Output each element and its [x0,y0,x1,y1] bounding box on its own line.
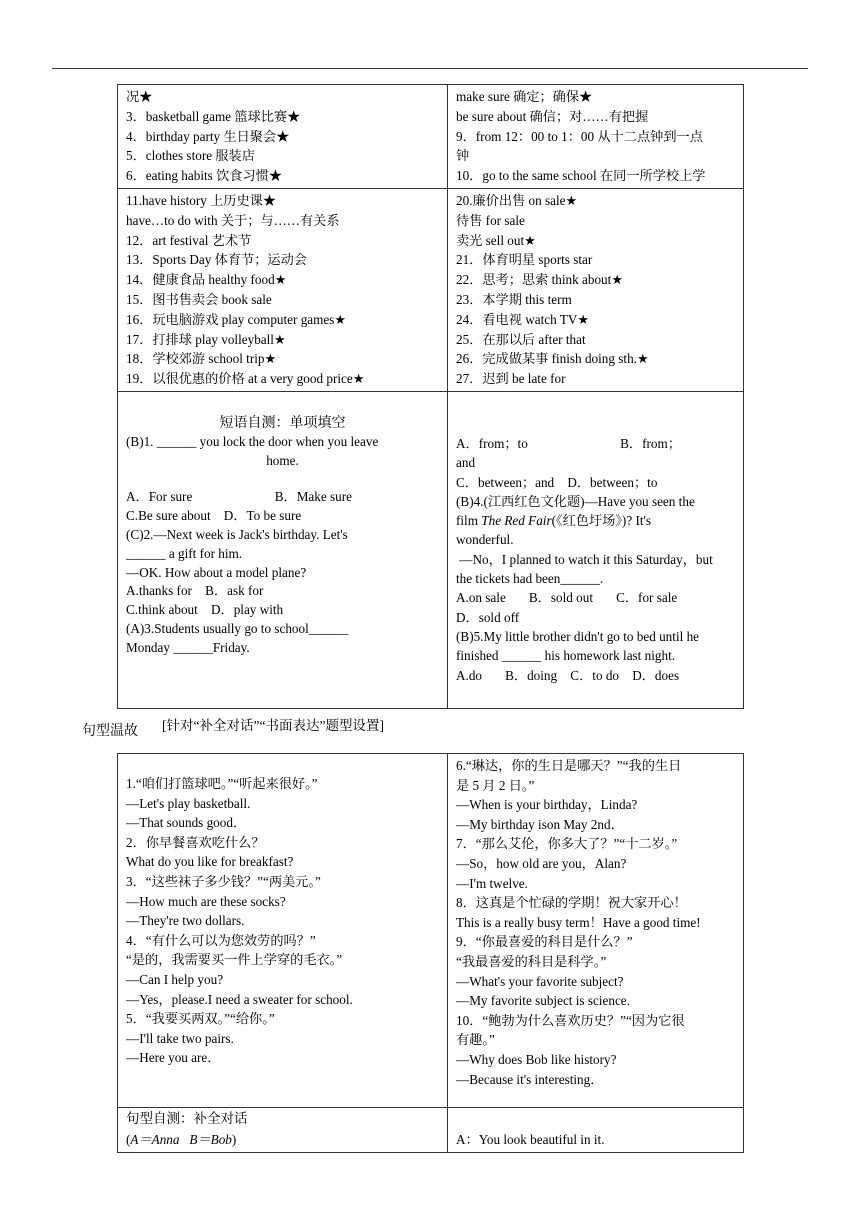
question-line: the tickets had been______. [456,571,604,587]
list-item: 26．完成做某事 finish doing sth.★ [456,351,649,367]
dialogue-line: A：You look beautiful in it. [456,1131,605,1147]
list-item: 钟 [456,148,470,164]
question-line: A．For sure B．Make sure [126,489,352,505]
list-item: 5．clothes store 服装店 [126,148,255,164]
list-item: be sure about 确信；对……有把握 [456,108,649,124]
list-item: “是的，我需要买一件上学穿的毛衣。” [126,952,343,968]
question-line: C．between；and D．between；to [456,474,658,490]
list-item: —How much are these socks? [126,893,286,909]
film-title: The Red Fair [481,513,552,529]
question-line: C.Be sure about D．To be sure [126,508,302,524]
list-item: —Why does Bob like history? [456,1051,617,1067]
phrase-cell-left-top [118,85,448,189]
list-item: have…to do with 关于；与……有关系 [126,212,340,228]
question-line: finished ______ his homework last night. [456,648,676,664]
list-item: —Let's play basketball. [126,795,251,811]
table-row [118,754,744,1108]
list-item: 22．思考；思索 think about★ [456,272,624,288]
quiz-cell-left [118,391,448,708]
list-item: —Because it's interesting． [456,1071,604,1087]
film-suffix: (《红色圩场》)? It's [551,513,652,529]
list-item: 12．art festival 艺术节 [126,232,252,248]
list-item: What do you like for breakfast? [126,854,294,870]
list-item: 11.have history 上历史课★ [126,192,277,208]
question-line: D．sold off [456,609,520,625]
list-item: make sure 确定；确保★ [456,89,593,104]
question-line: —OK. How about a model plane? [126,564,307,580]
list-item: —So，how old are you，Alan? [456,855,627,871]
question-line: ______ a gift for him. [126,545,243,561]
list-item: 27．迟到 be late for [456,371,566,387]
sentence-cell-right [448,754,744,1108]
list-item: 2．你早餐喜欢吃什么？ [126,834,265,850]
sentence-cell-left [118,754,448,1108]
question-line: (B)4.(江西红色文化题)—Have you seen the [456,493,695,509]
list-item: —That sounds good． [126,815,247,831]
list-item: 16．玩电脑游戏 play computer games★ [126,311,347,327]
film-prefix: film [456,513,482,529]
list-item: 19．以很优惠的价格 at a very good price★ [126,371,365,387]
table-row [118,391,744,708]
list-item: 14．健康食品 healthy food★ [126,272,287,288]
list-item: 8．这真是个忙碌的学期！祝大家开心！ [456,895,687,911]
list-item: 21．体育明星 sports star [456,252,593,268]
question-line: —No，I planned to watch it this Saturday，but [456,551,713,567]
table-row [118,85,744,189]
list-item: 13．Sports Day 体育节；运动会 [126,252,307,268]
list-item: 9．from 12：00 to 1：00 从十二点钟到一点 [456,128,703,144]
question-line: home. [266,452,299,468]
roles-close: ) [231,1131,237,1147]
list-item: 卖光 sell out★ [456,232,536,248]
list-item: —Here you are． [126,1050,221,1066]
phrase-cell-right-top [448,85,744,189]
dialogue-quiz-title: 句型自测：补全对话 [126,1111,248,1127]
header-rule [52,68,808,69]
table-row [118,188,744,391]
question-line: A.on sale B．sold out C．for sale [456,590,678,606]
list-item: 3．“这些袜子多少钱？”“两美元。” [126,873,321,889]
list-item: 7．“那么艾伦，你多大了？”“十二岁。” [456,836,678,852]
question-line: Monday ______Friday. [126,639,250,655]
list-item: 23．本学期 this term [456,291,572,307]
phrase-cell-left-mid [118,188,448,391]
list-item: 10．go to the same school 在同一所学校上学 [456,168,706,184]
list-item: 3．basketball game 篮球比赛★ [126,108,301,124]
list-item: 9．“你最喜爱的科目是什么？” [456,934,633,950]
list-item: —My favorite subject is science. [456,993,630,1009]
list-item: —My birthday ison May 2nd． [456,816,624,832]
quiz-cell-right [448,391,744,708]
question-line: A.do B．doing C．to do D．does [456,667,680,683]
list-item: —They're two dollars. [126,913,245,929]
list-item: —Yes，please.I need a sweater for school. [126,991,353,1007]
list-item: 18．学校郊游 school trip★ [126,351,277,367]
list-item: 6.“琳达，你的生日是哪天？”“我的生日 [456,758,682,773]
question-line: (B)5.My little brother didn't go to bed until he [456,628,700,644]
list-item: “我最喜爱的科目是科学。” [456,953,607,969]
list-item: —I'll take two pairs. [126,1030,234,1046]
list-item: 6．eating habits 饮食习惯★ [126,168,283,184]
list-item: 24．看电视 watch TV★ [456,311,590,327]
role-a: A＝Anna [130,1131,180,1147]
question-line: C.think about D．play with [126,602,284,618]
sentence-table [117,753,744,1153]
list-item: 有趣。” [456,1032,495,1048]
quiz-heading: 短语自测：单项填空 [219,414,346,431]
phrase-cell-right-mid [448,188,744,391]
dialogue-roles [126,1130,439,1150]
list-item: 15．图书售卖会 book sale [126,291,272,307]
list-item: —I'm twelve. [456,875,528,891]
list-item: This is a really busy term！Have a good time! [456,914,701,930]
roles-open: ( [126,1131,131,1147]
question-line: wonderful. [456,532,514,548]
list-item: 20.廉价出售 on sale★ [456,192,578,208]
list-item: 4．birthday party 生日聚会★ [126,128,290,144]
dialogue-quiz-cell-left [118,1108,448,1153]
list-item: 待售 for sale [456,212,525,228]
list-item: 5．“我要买两双。”“给你。” [126,1011,275,1027]
spacer [456,394,735,434]
question-line: (B)1. ______ you lock the door when you leave [126,433,379,449]
question-line [456,511,735,530]
list-item: 10．“鲍勃为什么喜欢历史？”“因为它很 [456,1012,685,1028]
question-line: and [456,455,476,471]
table-row [118,1108,744,1153]
list-item: —When is your birthday，Linda? [456,797,638,813]
question-line: A.thanks for B．ask for [126,583,264,599]
phrase-table [117,84,744,709]
list-item: 况★ [126,89,153,104]
spacer [126,470,439,488]
question-line: (C)2.—Next week is Jack's birthday. Let's [126,526,348,542]
list-item: 是 5 月 2 日。” [456,777,535,793]
list-item: 25．在那以后 after that [456,331,586,347]
role-b: B＝Bob [189,1131,232,1147]
dialogue-quiz-cell-right [448,1108,744,1153]
list-item: —Can I help you? [126,971,224,987]
list-item: —What's your favorite subject? [456,973,624,989]
list-item: 17．打排球 play volleyball★ [126,331,286,347]
question-line: (A)3.Students usually go to school______ [126,620,349,636]
list-item: 4．“有什么可以为您效劳的吗？” [126,932,316,948]
section-title: 句型温故 [82,723,138,739]
list-item: 1.“咱们打篮球吧。”“听起来很好。” [126,776,318,791]
section-note: [针对“补全对话”“书面表达”题型设置] [162,718,384,733]
question-line: A．from；to B．from； [456,435,681,451]
